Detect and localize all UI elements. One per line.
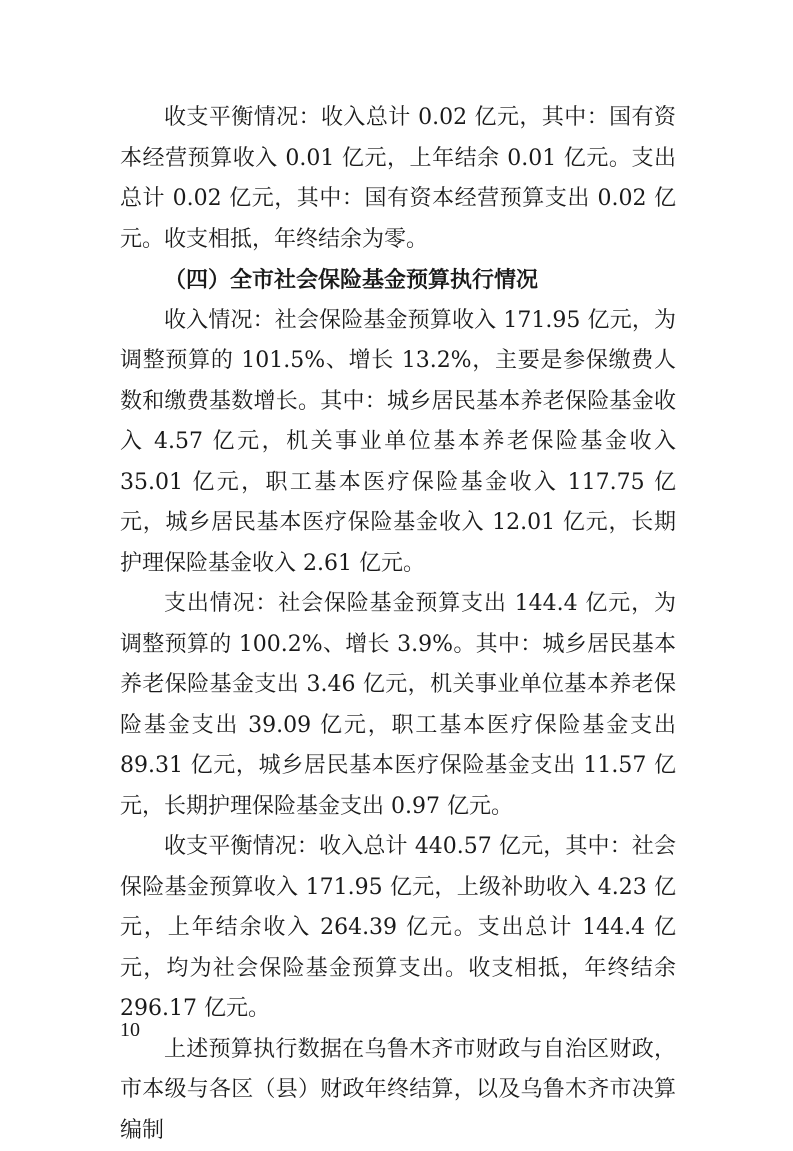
paragraph-data-source-note: 上述预算执行数据在乌鲁木齐市财政与自治区财政，市本级与各区（县）财政年终结算，以及乌鲁木齐市决算编制 [120,1030,676,1151]
body-text [120,98,676,1151]
paragraph-social-insurance-income: 收入情况：社会保险基金预算收入 171.95 亿元，为调整预算的 101.5%、增长 13.2%，主要是参保缴费人数和缴费基数增长。其中：城乡居民基本养老保险基金收入 4.57 亿元，机关事业单位基本养老保险基金收入 35.01 亿元，职工基本医疗保险基金收入 117.75 亿元，城乡居民基本医疗保险基金收入 12.01 亿元，长期护理保险基金收入 2.61 亿元。 [120,301,676,585]
paragraph-state-capital-balance: 收支平衡情况：收入总计 0.02 亿元，其中：国有资本经营预算收入 0.01 亿元，上年结余 0.01 亿元。支出总计 0.02 亿元，其中：国有资本经营预算支出 0.02 亿元。收支相抵，年终结余为零。 [120,98,676,260]
paragraph-social-insurance-expenditure: 支出情况：社会保险基金预算支出 144.4 亿元，为调整预算的 100.2%、增长 3.9%。其中：城乡居民基本养老保险基金支出 3.46 亿元，机关事业单位基本养老保险基金支出 39.09 亿元，职工基本医疗保险基金支出 89.31 亿元，城乡居民基本医疗保险基金支出 11.57 亿元，长期护理保险基金支出 0.97 亿元。 [120,584,676,827]
page-number: 10 [120,1018,140,1042]
section-heading: （四）全市社会保险基金预算执行情况 [120,260,676,301]
paragraph-social-insurance-balance: 收支平衡情况：收入总计 440.57 亿元，其中：社会保险基金预算收入 171.95 亿元，上级补助收入 4.23 亿元，上年结余收入 264.39 亿元。支出总计 144.4 亿元，均为社会保险基金预算支出。收支相抵，年终结余 296.17 亿元。 [120,827,676,1030]
